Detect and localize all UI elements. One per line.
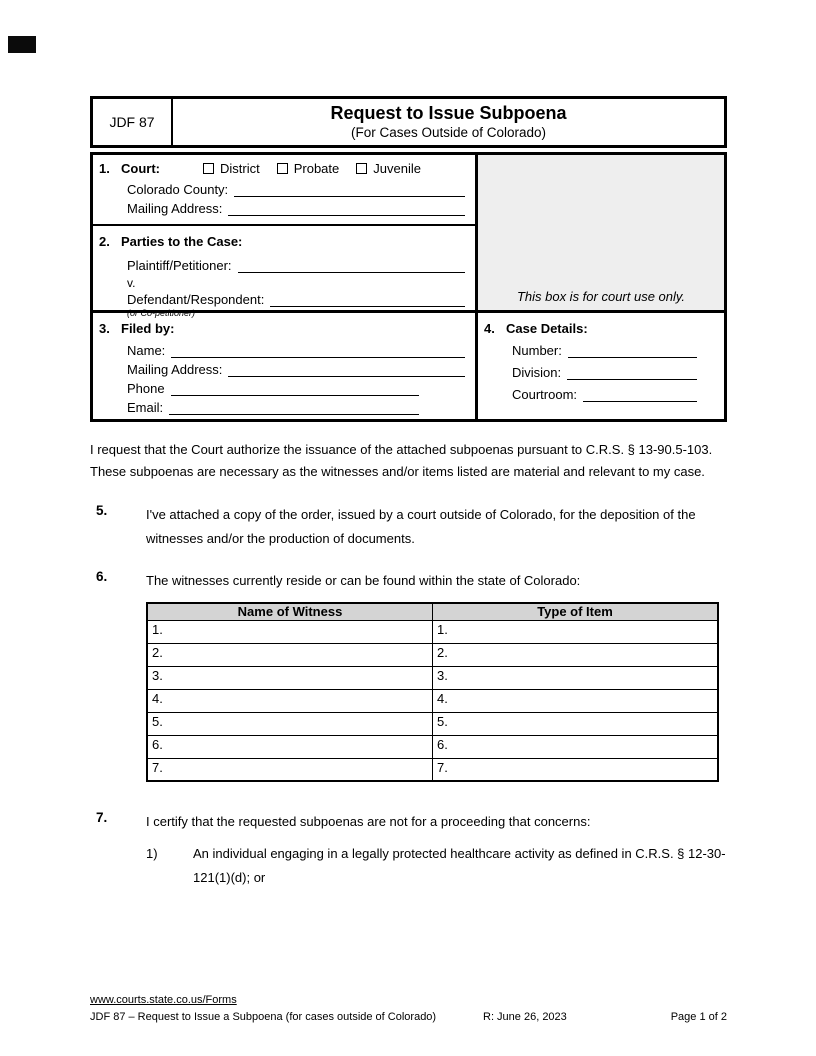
court-use-only-box [478, 155, 724, 313]
item-type-cell[interactable] [433, 643, 719, 666]
versus-text: v. [127, 276, 136, 290]
defendant-label: Defendant/Respondent: [127, 292, 265, 307]
item-type-cell[interactable] [433, 666, 719, 689]
district-checkbox-option[interactable] [203, 161, 260, 176]
caption-box [90, 152, 727, 422]
sub-item-number: 1) [146, 846, 158, 861]
field-case-number [512, 343, 714, 358]
table-row [147, 758, 718, 781]
item-type-header: Type of Item [433, 603, 719, 620]
section-court [93, 155, 478, 226]
witness-name-cell[interactable] [147, 758, 433, 781]
section-filed-by [93, 313, 478, 419]
field-court-mailing-address [127, 201, 465, 216]
witness-name-cell[interactable] [147, 735, 433, 758]
plaintiff-input[interactable] [238, 260, 465, 273]
colorado-county-label: Colorado County: [127, 182, 229, 197]
form-number: JDF 87 [93, 99, 173, 145]
item-6-text: The witnesses currently reside or can be found within the state of Colorado: [146, 573, 581, 588]
section-label: Case Details: [506, 321, 588, 336]
section-number: 4. [484, 321, 495, 336]
filer-name-input[interactable] [171, 345, 465, 358]
item-type-cell[interactable] [433, 758, 719, 781]
division-label: Division: [512, 365, 562, 380]
item-type-cell[interactable] [433, 620, 719, 643]
item-number: 6. [96, 569, 108, 584]
witness-name-cell[interactable] [147, 712, 433, 735]
row-number: 2. [437, 644, 448, 660]
footer-page-number: Page 1 of 2 [670, 1011, 727, 1023]
probate-checkbox-icon[interactable] [277, 163, 288, 174]
filer-phone-input[interactable] [171, 383, 419, 396]
juvenile-checkbox-option[interactable] [356, 161, 421, 176]
filer-name-label: Name: [127, 343, 166, 358]
juvenile-checkbox-icon[interactable] [356, 163, 367, 174]
section-label: Filed by: [121, 321, 175, 336]
section-number: 2. [99, 234, 110, 249]
witness-table-header-row [147, 603, 718, 620]
probate-checkbox-label: Probate [293, 161, 340, 176]
table-row [147, 712, 718, 735]
field-colorado-county [127, 182, 465, 197]
field-filer-mailing-address [127, 362, 465, 377]
witness-table [146, 602, 719, 782]
plaintiff-label: Plaintiff/Petitioner: [127, 258, 232, 273]
field-defendant [127, 292, 465, 307]
section-parties [93, 226, 478, 318]
section-case-details [478, 313, 724, 419]
form-title: Request to Issue Subpoena [330, 103, 567, 123]
witness-name-header: Name of Witness [147, 603, 433, 620]
field-plaintiff [127, 258, 465, 273]
form-subtitle: (For Cases Outside of Colorado) [350, 125, 547, 140]
witness-name-cell[interactable] [147, 666, 433, 689]
table-row [147, 735, 718, 758]
item-type-cell[interactable] [433, 735, 719, 758]
filer-email-label: Email: [127, 400, 164, 415]
district-checkbox-icon[interactable] [203, 163, 214, 174]
row-number: 3. [152, 667, 163, 683]
section-label: Court: [121, 161, 160, 176]
court-mailing-address-input[interactable] [228, 203, 465, 216]
footer-revision-date: R: June 26, 2023 [483, 1011, 567, 1023]
section-number: 1. [99, 161, 110, 176]
field-courtroom [512, 387, 714, 402]
field-filer-email [127, 400, 465, 415]
row-number: 5. [152, 713, 163, 729]
sub-item-text: An individual engaging in a legally protected healthcare activity as defined in C.R.S. § 12-30-121(1)(d); or [193, 846, 726, 885]
filer-email-input[interactable] [169, 402, 419, 415]
row-number: 3. [437, 667, 448, 683]
probate-checkbox-option[interactable] [277, 161, 340, 176]
row-number: 4. [437, 690, 448, 706]
courtroom-label: Courtroom: [512, 387, 578, 402]
table-row [147, 643, 718, 666]
colorado-county-input[interactable] [234, 184, 465, 197]
row-number: 1. [152, 621, 163, 637]
item-7-sub-1 [146, 842, 727, 890]
court-mailing-address-label: Mailing Address: [127, 201, 223, 216]
case-number-label: Number: [512, 343, 562, 358]
section-label: Parties to the Case: [121, 234, 243, 249]
row-number: 6. [437, 736, 448, 752]
division-input[interactable] [567, 367, 697, 380]
footer-form-id: JDF 87 – Request to Issue a Subpoena (for cases outside of Colorado) [90, 1011, 437, 1023]
district-checkbox-label: District [220, 161, 260, 176]
item-number: 7. [96, 810, 108, 825]
court-use-only-text: This box is for court use only. [516, 289, 686, 304]
courtroom-input[interactable] [583, 389, 697, 402]
item-7 [90, 810, 727, 834]
section-number: 3. [99, 321, 110, 336]
row-number: 6. [152, 736, 163, 752]
table-row [147, 620, 718, 643]
row-number: 4. [152, 690, 163, 706]
request-statement: I request that the Court authorize the issuance of the attached subpoenas pursuant to C.R.S. § 13-90.5-103. These subpoenas are necessary as the witnesses and/or items listed are material and relevant to my case. [90, 442, 713, 479]
item-6 [90, 569, 727, 593]
field-division [512, 365, 714, 380]
table-row [147, 689, 718, 712]
page-corner-mark [8, 36, 36, 53]
item-type-cell[interactable] [433, 689, 719, 712]
row-number: 5. [437, 713, 448, 729]
field-filer-phone [127, 381, 465, 396]
filer-phone-label: Phone [127, 381, 165, 396]
witness-name-cell[interactable] [147, 620, 433, 643]
courts-forms-link[interactable]: www.courts.state.co.us/Forms [90, 994, 237, 1006]
item-number: 5. [96, 503, 108, 518]
row-number: 1. [437, 621, 448, 637]
row-number: 7. [437, 759, 448, 775]
case-number-input[interactable] [568, 345, 697, 358]
form-header [90, 96, 727, 148]
item-type-cell[interactable] [433, 712, 719, 735]
row-number: 2. [152, 644, 163, 660]
item-5-text: I've attached a copy of the order, issued by a court outside of Colorado, for the deposition of the witnesses and/or the production of documents. [146, 507, 696, 546]
juvenile-checkbox-label: Juvenile [373, 161, 421, 176]
co-petitioner-note: (or Co-petitioner) [127, 308, 196, 318]
page-footer [90, 994, 727, 1025]
defendant-input[interactable] [270, 294, 465, 307]
field-filer-name [127, 343, 465, 358]
table-row [147, 666, 718, 689]
row-number: 7. [152, 759, 163, 775]
filer-mailing-address-input[interactable] [228, 364, 465, 377]
item-5 [90, 503, 727, 551]
item-7-text: I certify that the requested subpoenas are not for a proceeding that concerns: [146, 814, 591, 829]
witness-name-cell[interactable] [147, 689, 433, 712]
witness-name-cell[interactable] [147, 643, 433, 666]
filer-mailing-address-label: Mailing Address: [127, 362, 223, 377]
